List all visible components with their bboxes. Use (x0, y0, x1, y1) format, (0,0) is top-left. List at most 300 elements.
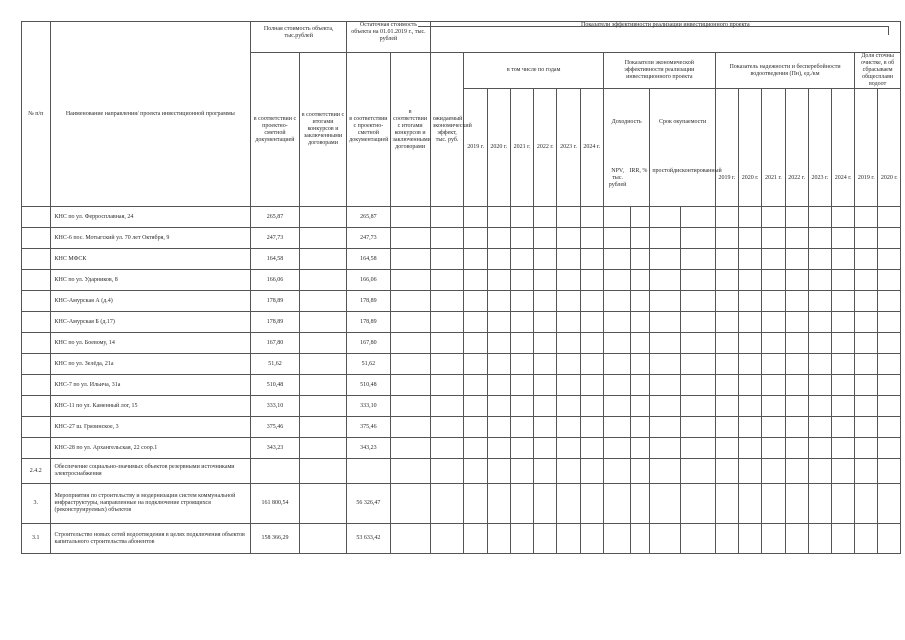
row-empty-cell (487, 249, 510, 270)
row-empty-cell (739, 524, 762, 554)
row-empty-cell (831, 291, 854, 312)
row-empty-cell (650, 396, 681, 417)
row-empty-cell (762, 354, 785, 375)
row-empty-cell (580, 484, 603, 524)
row-empty-cell (785, 333, 808, 354)
row-empty-cell (510, 354, 533, 375)
row-empty-cell (631, 396, 650, 417)
row-empty-cell (603, 417, 630, 438)
row-empty-cell (510, 207, 533, 228)
row-empty-cell (390, 354, 430, 375)
row-empty-cell (808, 354, 831, 375)
row-empty-cell (739, 417, 762, 438)
header-full-design: в соответствии с проектно-сметной документацией (251, 53, 300, 207)
row-empty-cell (557, 207, 580, 228)
row-number: 2.4.2 (22, 459, 51, 484)
row-empty-cell (855, 484, 878, 524)
row-full-contracts (299, 207, 347, 228)
row-full-contracts (299, 291, 347, 312)
row-empty-cell (739, 375, 762, 396)
row-empty-cell (680, 333, 715, 354)
row-empty-cell (878, 333, 901, 354)
table-row (22, 291, 901, 312)
row-empty-cell (808, 207, 831, 228)
row-name: КНС по ул. Ударников, 8 (50, 270, 251, 291)
row-empty-cell (487, 438, 510, 459)
row-empty-cell (557, 484, 580, 524)
row-empty-cell (762, 333, 785, 354)
row-name: КНС-6 пос. Мотыгский ул. 70 лет Октября, 9 (50, 228, 251, 249)
row-empty-cell (430, 524, 464, 554)
row-empty-cell (487, 354, 510, 375)
row-empty-cell (430, 354, 464, 375)
row-empty-cell (680, 524, 715, 554)
row-empty-cell (739, 291, 762, 312)
table-body (22, 207, 901, 554)
row-empty-cell (631, 270, 650, 291)
row-empty-cell (650, 459, 681, 484)
table-row (22, 375, 901, 396)
row-empty-cell (762, 312, 785, 333)
row-empty-cell (831, 524, 854, 554)
row-name: КНС-7 по ул. Ильича, 31а (50, 375, 251, 396)
row-empty-cell (534, 524, 557, 554)
row-empty-cell (680, 396, 715, 417)
row-empty-cell (650, 375, 681, 396)
rel-year-2021: 2021 г. (762, 89, 785, 207)
row-number (22, 375, 51, 396)
row-name: КНС-11 по ул. Каменный лог, 15 (50, 396, 251, 417)
row-residual-cost: 164,58 (347, 249, 390, 270)
row-empty-cell (534, 249, 557, 270)
row-empty-cell (631, 524, 650, 554)
row-number (22, 396, 51, 417)
row-empty-cell (430, 459, 464, 484)
row-full-contracts (299, 270, 347, 291)
row-empty-cell (785, 270, 808, 291)
header-share: Доля сточны очистке, в об сбрасываем общесплавн водоот (855, 53, 901, 89)
row-empty-cell (878, 375, 901, 396)
row-residual-cost: 178,89 (347, 291, 390, 312)
row-empty-cell (534, 438, 557, 459)
row-empty-cell (464, 291, 487, 312)
row-empty-cell (510, 524, 533, 554)
row-empty-cell (808, 459, 831, 484)
header-efficiency-title: Показатели эффективности реализации инвестиционного проекта (430, 22, 900, 53)
row-empty-cell (855, 291, 878, 312)
row-number (22, 312, 51, 333)
row-empty-cell (878, 270, 901, 291)
row-empty-cell (580, 459, 603, 484)
row-full-cost: 265,87 (251, 207, 300, 228)
row-empty-cell (878, 354, 901, 375)
table-row (22, 270, 901, 291)
row-empty-cell (390, 249, 430, 270)
row-empty-cell (430, 375, 464, 396)
row-empty-cell (855, 312, 878, 333)
row-empty-cell (464, 312, 487, 333)
row-empty-cell (534, 207, 557, 228)
row-number: 3.1 (22, 524, 51, 554)
row-empty-cell (739, 312, 762, 333)
row-name: КНС-28 по ул. Архангельская, 22 соор.1 (50, 438, 251, 459)
row-residual-cost: 247,73 (347, 228, 390, 249)
row-empty-cell (580, 207, 603, 228)
row-full-cost (251, 459, 300, 484)
row-empty-cell (785, 291, 808, 312)
row-empty-cell (650, 484, 681, 524)
header-year-2023: 2023 г. (557, 89, 580, 207)
row-empty-cell (603, 354, 630, 375)
row-empty-cell (878, 291, 901, 312)
row-empty-cell (785, 312, 808, 333)
row-empty-cell (680, 375, 715, 396)
header-year-2024: 2024 г. (580, 89, 603, 207)
row-name: КНС по ул. Зелёда, 21а (50, 354, 251, 375)
row-empty-cell (831, 484, 854, 524)
row-empty-cell (715, 228, 738, 249)
row-empty-cell (715, 438, 738, 459)
row-empty-cell (762, 417, 785, 438)
row-empty-cell (762, 396, 785, 417)
row-empty-cell (680, 207, 715, 228)
row-empty-cell (715, 396, 738, 417)
row-full-contracts (299, 459, 347, 484)
row-empty-cell (715, 524, 738, 554)
row-empty-cell (557, 438, 580, 459)
table-row (22, 333, 901, 354)
header-res-design: в соответствии с проектно-сметной документацией (347, 53, 390, 207)
row-empty-cell (831, 249, 854, 270)
row-empty-cell (464, 524, 487, 554)
row-full-cost: 375,46 (251, 417, 300, 438)
row-empty-cell (715, 270, 738, 291)
table-row (22, 354, 901, 375)
row-number (22, 354, 51, 375)
row-empty-cell (739, 270, 762, 291)
row-empty-cell (510, 438, 533, 459)
row-empty-cell (580, 270, 603, 291)
row-empty-cell (603, 524, 630, 554)
row-empty-cell (831, 375, 854, 396)
row-empty-cell (580, 396, 603, 417)
row-empty-cell (739, 354, 762, 375)
row-empty-cell (831, 228, 854, 249)
share-year-2020: 2020 г. (878, 89, 901, 207)
row-empty-cell (580, 417, 603, 438)
header-profitability (603, 89, 649, 207)
row-residual-cost (347, 459, 390, 484)
row-empty-cell (487, 375, 510, 396)
row-number (22, 207, 51, 228)
row-empty-cell (430, 484, 464, 524)
header-residual-cost: Остаточная стоимость объекта на 01.01.2019 г., тыс. рублей (347, 22, 430, 53)
row-full-cost: 166,06 (251, 270, 300, 291)
discounted-label: дисконтированный (673, 168, 722, 174)
row-empty-cell (855, 333, 878, 354)
row-empty-cell (557, 417, 580, 438)
row-full-contracts (299, 354, 347, 375)
header-expected-effect: ожидаемый экономический эффект, тыс. руб. (430, 53, 464, 207)
row-empty-cell (464, 484, 487, 524)
header-num: № п/п (22, 22, 51, 207)
row-empty-cell (557, 354, 580, 375)
row-empty-cell (557, 249, 580, 270)
row-number (22, 249, 51, 270)
row-residual-cost: 375,46 (347, 417, 390, 438)
row-full-contracts (299, 249, 347, 270)
row-full-contracts (299, 375, 347, 396)
row-empty-cell (534, 484, 557, 524)
row-residual-cost: 333,10 (347, 396, 390, 417)
row-empty-cell (557, 312, 580, 333)
row-empty-cell (762, 207, 785, 228)
row-empty-cell (680, 228, 715, 249)
row-full-contracts (299, 228, 347, 249)
row-empty-cell (785, 228, 808, 249)
row-empty-cell (680, 270, 715, 291)
row-full-contracts (299, 484, 347, 524)
row-empty-cell (631, 484, 650, 524)
row-full-cost: 247,73 (251, 228, 300, 249)
row-name: Мероприятия по строительству и модернизации систем коммунальной инфраструктуры, направленные на подключение строящихся (реконструируемых) объектов (50, 484, 251, 524)
row-empty-cell (715, 375, 738, 396)
row-empty-cell (390, 312, 430, 333)
row-empty-cell (534, 270, 557, 291)
row-empty-cell (715, 417, 738, 438)
row-empty-cell (631, 459, 650, 484)
row-empty-cell (785, 417, 808, 438)
row-empty-cell (390, 396, 430, 417)
row-empty-cell (785, 484, 808, 524)
row-name: Строительство новых сетей водоотведения в целях подключения объектов капитального строительства абонентов (50, 524, 251, 554)
payback-label: Срок окупаемости (658, 119, 707, 125)
table-row (22, 438, 901, 459)
row-empty-cell (390, 459, 430, 484)
row-number (22, 333, 51, 354)
table-row (22, 417, 901, 438)
row-empty-cell (430, 417, 464, 438)
row-empty-cell (603, 396, 630, 417)
row-empty-cell (510, 312, 533, 333)
row-empty-cell (510, 459, 533, 484)
row-empty-cell (762, 270, 785, 291)
row-empty-cell (650, 524, 681, 554)
row-empty-cell (808, 249, 831, 270)
row-empty-cell (831, 417, 854, 438)
profitability-label: Доходность (611, 119, 642, 125)
row-empty-cell (631, 417, 650, 438)
row-empty-cell (785, 207, 808, 228)
row-empty-cell (715, 333, 738, 354)
row-number (22, 228, 51, 249)
table-row (22, 249, 901, 270)
row-empty-cell (487, 459, 510, 484)
row-empty-cell (430, 396, 464, 417)
row-name: КНС-Амурская А (д.4) (50, 291, 251, 312)
row-empty-cell (631, 333, 650, 354)
row-empty-cell (510, 291, 533, 312)
row-empty-cell (631, 228, 650, 249)
row-empty-cell (534, 375, 557, 396)
row-empty-cell (557, 459, 580, 484)
row-empty-cell (680, 438, 715, 459)
row-empty-cell (464, 249, 487, 270)
row-empty-cell (762, 228, 785, 249)
row-empty-cell (557, 333, 580, 354)
row-empty-cell (390, 438, 430, 459)
header-year-2021: 2021 г. (510, 89, 533, 207)
header-full-cost: Полная стоимость объекта, тыс.рублей (251, 22, 347, 53)
row-empty-cell (855, 438, 878, 459)
row-empty-cell (510, 417, 533, 438)
row-empty-cell (430, 438, 464, 459)
row-full-cost: 343,23 (251, 438, 300, 459)
row-empty-cell (580, 438, 603, 459)
row-empty-cell (631, 375, 650, 396)
row-empty-cell (534, 396, 557, 417)
row-empty-cell (831, 270, 854, 291)
row-empty-cell (603, 291, 630, 312)
row-empty-cell (510, 484, 533, 524)
row-empty-cell (464, 228, 487, 249)
investment-program-table (21, 21, 901, 554)
row-empty-cell (464, 396, 487, 417)
row-full-cost: 51,62 (251, 354, 300, 375)
row-empty-cell (464, 417, 487, 438)
row-residual-cost: 51,62 (347, 354, 390, 375)
table-row (22, 484, 901, 524)
table-row (22, 207, 901, 228)
row-empty-cell (680, 291, 715, 312)
row-empty-cell (430, 207, 464, 228)
row-full-cost: 167,80 (251, 333, 300, 354)
header-payback (650, 89, 722, 207)
header-res-contracts: в соответствии с итогами конкурсов и заключенными договорами (390, 53, 430, 207)
row-empty-cell (831, 312, 854, 333)
row-empty-cell (464, 354, 487, 375)
row-residual-cost: 166,06 (347, 270, 390, 291)
row-empty-cell (603, 375, 630, 396)
row-residual-cost: 510,48 (347, 375, 390, 396)
row-empty-cell (878, 438, 901, 459)
row-full-cost: 333,10 (251, 396, 300, 417)
row-empty-cell (739, 207, 762, 228)
row-name: Обеспечение социально-значимых объектов резервными источниками электроснабжения (50, 459, 251, 484)
row-empty-cell (878, 312, 901, 333)
row-empty-cell (464, 270, 487, 291)
row-full-cost: 164,58 (251, 249, 300, 270)
header-full-contracts: в соответствии с итогами конкурсов и заключенными договорами (299, 53, 347, 207)
row-empty-cell (390, 524, 430, 554)
row-empty-cell (855, 524, 878, 554)
row-empty-cell (878, 207, 901, 228)
row-empty-cell (487, 524, 510, 554)
row-empty-cell (650, 228, 681, 249)
npv-label: NPV, тыс. рублей (608, 168, 627, 188)
row-empty-cell (557, 291, 580, 312)
row-empty-cell (680, 417, 715, 438)
row-empty-cell (808, 291, 831, 312)
row-empty-cell (808, 417, 831, 438)
row-empty-cell (534, 333, 557, 354)
header-by-years: в том числе по годам (464, 53, 603, 89)
row-empty-cell (390, 270, 430, 291)
row-empty-cell (430, 249, 464, 270)
row-empty-cell (808, 333, 831, 354)
row-empty-cell (808, 524, 831, 554)
row-empty-cell (390, 333, 430, 354)
row-empty-cell (855, 228, 878, 249)
row-empty-cell (487, 417, 510, 438)
row-empty-cell (534, 312, 557, 333)
row-residual-cost: 343,23 (347, 438, 390, 459)
row-empty-cell (785, 438, 808, 459)
row-empty-cell (631, 291, 650, 312)
row-empty-cell (487, 484, 510, 524)
row-empty-cell (631, 312, 650, 333)
row-empty-cell (878, 417, 901, 438)
row-empty-cell (534, 354, 557, 375)
table-row (22, 459, 901, 484)
header-year-2020: 2020 г. (487, 89, 510, 207)
row-empty-cell (390, 207, 430, 228)
row-empty-cell (680, 484, 715, 524)
row-empty-cell (557, 375, 580, 396)
row-empty-cell (534, 228, 557, 249)
row-empty-cell (631, 249, 650, 270)
row-empty-cell (390, 417, 430, 438)
row-empty-cell (650, 291, 681, 312)
row-empty-cell (808, 228, 831, 249)
row-empty-cell (580, 333, 603, 354)
row-empty-cell (580, 354, 603, 375)
row-empty-cell (785, 354, 808, 375)
row-empty-cell (430, 228, 464, 249)
row-name: КНС МФСК (50, 249, 251, 270)
row-empty-cell (808, 375, 831, 396)
row-empty-cell (715, 291, 738, 312)
row-empty-cell (430, 291, 464, 312)
row-empty-cell (878, 249, 901, 270)
row-empty-cell (785, 524, 808, 554)
row-empty-cell (739, 228, 762, 249)
header-reliability: Показатель надежности и бесперебойности водоотведения (Пн), ед./км (715, 53, 854, 89)
row-residual-cost: 53 633,42 (347, 524, 390, 554)
row-empty-cell (831, 333, 854, 354)
row-empty-cell (855, 396, 878, 417)
row-empty-cell (487, 312, 510, 333)
row-empty-cell (464, 207, 487, 228)
rel-year-2022: 2022 г. (785, 89, 808, 207)
row-empty-cell (631, 438, 650, 459)
row-empty-cell (557, 396, 580, 417)
row-empty-cell (715, 354, 738, 375)
table-row (22, 396, 901, 417)
row-empty-cell (739, 333, 762, 354)
row-residual-cost: 265,87 (347, 207, 390, 228)
row-name: КНС-Амурская Б (д.17) (50, 312, 251, 333)
row-empty-cell (808, 312, 831, 333)
row-empty-cell (762, 375, 785, 396)
row-empty-cell (603, 207, 630, 228)
row-empty-cell (603, 484, 630, 524)
row-empty-cell (855, 249, 878, 270)
row-empty-cell (430, 312, 464, 333)
row-full-cost: 158 366,29 (251, 524, 300, 554)
row-full-contracts (299, 438, 347, 459)
row-full-cost: 510,48 (251, 375, 300, 396)
